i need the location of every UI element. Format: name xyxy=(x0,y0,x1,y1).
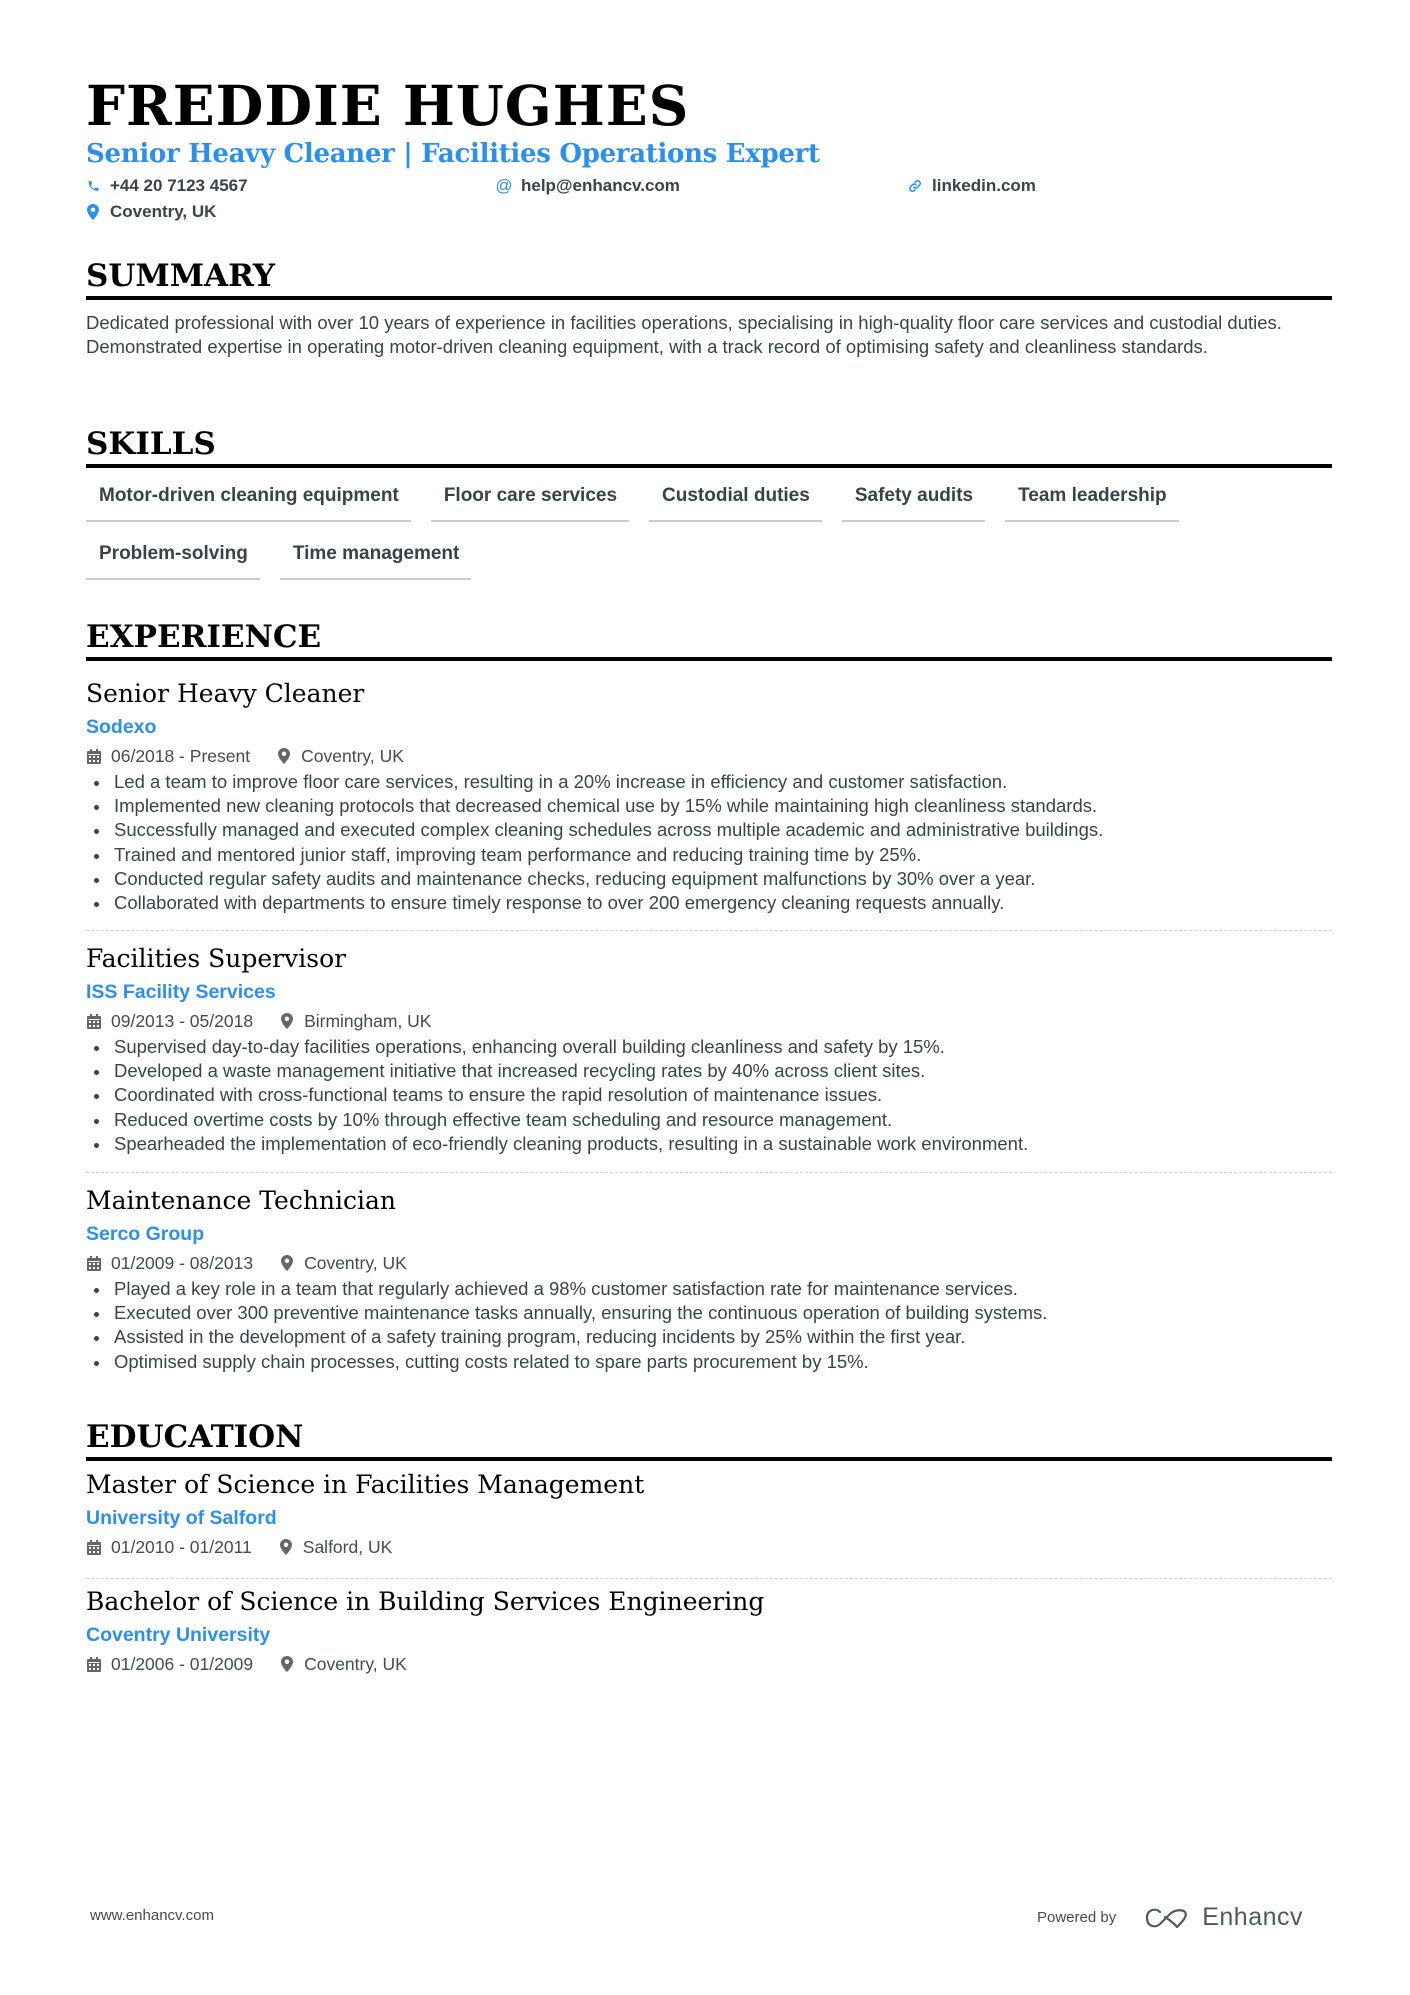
job-meta xyxy=(86,1007,1332,1035)
contact-website xyxy=(908,176,1036,196)
calendar-icon xyxy=(86,1013,102,1029)
entry-divider xyxy=(86,1172,1332,1173)
section-title-summary: SUMMARY xyxy=(86,258,1332,300)
bullet-item: Optimised supply chain processes, cutting costs related to spare parts procurement by 15%. xyxy=(86,1350,1332,1374)
job-dates: 06/2018 - Present xyxy=(111,746,251,766)
bullet-item: Led a team to improve floor care services, resulting in a 20% increase in efficiency and customer satisfaction. xyxy=(86,770,1332,794)
skill-tag: Custodial duties xyxy=(649,480,822,522)
job-bullets xyxy=(86,1277,1332,1374)
bullet-item: Trained and mentored junior staff, improving team performance and reducing training time by 25%. xyxy=(86,843,1332,867)
education-location: Coventry, UK xyxy=(304,1654,407,1674)
map-pin-icon xyxy=(276,748,292,764)
degree-title: Master of Science in Facilities Management xyxy=(86,1470,645,1499)
job-location: Coventry, UK xyxy=(301,746,404,766)
email-link[interactable]: help@enhancv.com xyxy=(521,176,680,195)
candidate-headline: Senior Heavy Cleaner | Facilities Operations Expert xyxy=(86,139,820,169)
bullet-item: Played a key role in a team that regularly achieved a 98% customer satisfaction rate for maintenance services. xyxy=(86,1277,1332,1301)
bullet-item: Assisted in the development of a safety training program, reducing incidents by 25% within the first year. xyxy=(86,1325,1332,1349)
education-meta xyxy=(86,1533,1332,1561)
company-name[interactable]: Serco Group xyxy=(86,1223,205,1245)
skill-tag: Motor-driven cleaning equipment xyxy=(86,480,411,522)
map-pin-icon xyxy=(279,1656,295,1672)
calendar-icon xyxy=(86,1656,102,1672)
education-location: Salford, UK xyxy=(302,1537,393,1557)
job-location: Coventry, UK xyxy=(304,1253,407,1273)
job-bullets xyxy=(86,770,1332,915)
contact-email xyxy=(497,176,680,196)
company-name[interactable]: ISS Facility Services xyxy=(86,981,276,1003)
skills-list xyxy=(86,480,1332,580)
calendar-icon xyxy=(86,748,102,764)
job-title: Facilities Supervisor xyxy=(86,944,347,973)
school-name[interactable]: Coventry University xyxy=(86,1624,271,1646)
education-entry xyxy=(86,1584,1332,1678)
calendar-icon xyxy=(86,1255,102,1271)
bullet-item: Spearheaded the implementation of eco-friendly cleaning products, resulting in a sustainable work environment. xyxy=(86,1132,1332,1156)
job-title: Senior Heavy Cleaner xyxy=(86,679,365,708)
bullet-item: Implemented new cleaning protocols that decreased chemical use by 15% while maintaining high cleanliness standards. xyxy=(86,794,1332,818)
enhancv-logo-icon xyxy=(1144,1906,1190,1930)
bullet-item: Executed over 300 preventive maintenance tasks annually, ensuring the continuous operation of building systems. xyxy=(86,1301,1332,1325)
skill-tag: Problem-solving xyxy=(86,538,260,580)
bullet-item: Reduced overtime costs by 10% through effective team scheduling and resource management. xyxy=(86,1108,1332,1132)
bullet-item: Collaborated with departments to ensure timely response to over 200 emergency cleaning requests annually. xyxy=(86,891,1332,915)
skill-tag: Safety audits xyxy=(842,480,985,522)
education-meta xyxy=(86,1650,1332,1678)
map-pin-icon xyxy=(86,204,100,220)
experience-entry xyxy=(86,941,1332,1156)
section-title-skills: SKILLS xyxy=(86,426,1332,468)
skill-tag: Team leadership xyxy=(1005,480,1179,522)
company-name[interactable]: Sodexo xyxy=(86,716,157,738)
school-name[interactable]: University of Salford xyxy=(86,1507,277,1529)
section-title-education: EDUCATION xyxy=(86,1419,1332,1461)
entry-divider xyxy=(86,1578,1332,1579)
bullet-item: Developed a waste management initiative that increased recycling rates by 40% across client sites. xyxy=(86,1059,1332,1083)
degree-title: Bachelor of Science in Building Services Engineering xyxy=(86,1587,765,1616)
bullet-item: Coordinated with cross-functional teams to ensure the rapid resolution of maintenance issues. xyxy=(86,1083,1332,1107)
experience-entry xyxy=(86,676,1332,915)
footer-branding xyxy=(1037,1903,1303,1932)
summary-text: Dedicated professional with over 10 years of experience in facilities operations, specialising in high-quality floor care services and custodial duties. Demonstrated expertise in operating motor-driven cleaning equipment, with a track record of optimising safety and cleanliness standards. xyxy=(86,312,1282,358)
job-location: Birmingham, UK xyxy=(304,1011,432,1031)
at-icon: @ xyxy=(495,176,513,195)
map-pin-icon xyxy=(279,1013,295,1029)
education-dates: 01/2010 - 01/2011 xyxy=(111,1537,252,1557)
bullet-item: Conducted regular safety audits and maintenance checks, reducing equipment malfunctions by 30% over a year. xyxy=(86,867,1332,891)
bullet-item: Successfully managed and executed complex cleaning schedules across multiple academic and administrative buildings. xyxy=(86,818,1332,842)
calendar-icon xyxy=(86,1539,102,1555)
education-dates: 01/2006 - 01/2009 xyxy=(111,1654,254,1674)
entry-divider xyxy=(86,930,1332,931)
enhancv-logo[interactable] xyxy=(1144,1903,1303,1932)
skill-tag: Floor care services xyxy=(431,480,629,522)
phone-text[interactable]: +44 20 7123 4567 xyxy=(110,176,248,195)
phone-icon xyxy=(86,178,100,194)
job-meta xyxy=(86,742,1332,770)
job-title: Maintenance Technician xyxy=(86,1186,397,1215)
map-pin-icon xyxy=(279,1255,295,1271)
enhancv-brand-text: Enhancv xyxy=(1202,1903,1304,1931)
job-dates: 01/2009 - 08/2013 xyxy=(111,1253,254,1273)
skill-tag: Time management xyxy=(280,538,471,580)
section-title-experience: EXPERIENCE xyxy=(86,619,1332,661)
bullet-item: Supervised day-to-day facilities operations, enhancing overall building cleanliness and safety by 15%. xyxy=(86,1035,1332,1059)
contact-location xyxy=(86,202,216,222)
experience-entry xyxy=(86,1183,1332,1374)
education-entry xyxy=(86,1467,1332,1561)
job-dates: 09/2013 - 05/2018 xyxy=(111,1011,254,1031)
contact-phone xyxy=(86,176,248,196)
job-meta xyxy=(86,1249,1332,1277)
job-bullets xyxy=(86,1035,1332,1156)
website-link[interactable]: linkedin.com xyxy=(932,176,1036,195)
map-pin-icon xyxy=(278,1539,294,1555)
footer-website-link[interactable]: www.enhancv.com xyxy=(90,1907,214,1924)
candidate-name: FREDDIE HUGHES xyxy=(86,73,690,138)
link-icon xyxy=(908,178,922,194)
location-text: Coventry, UK xyxy=(110,202,217,221)
powered-by-label: Powered by xyxy=(1037,1909,1117,1926)
